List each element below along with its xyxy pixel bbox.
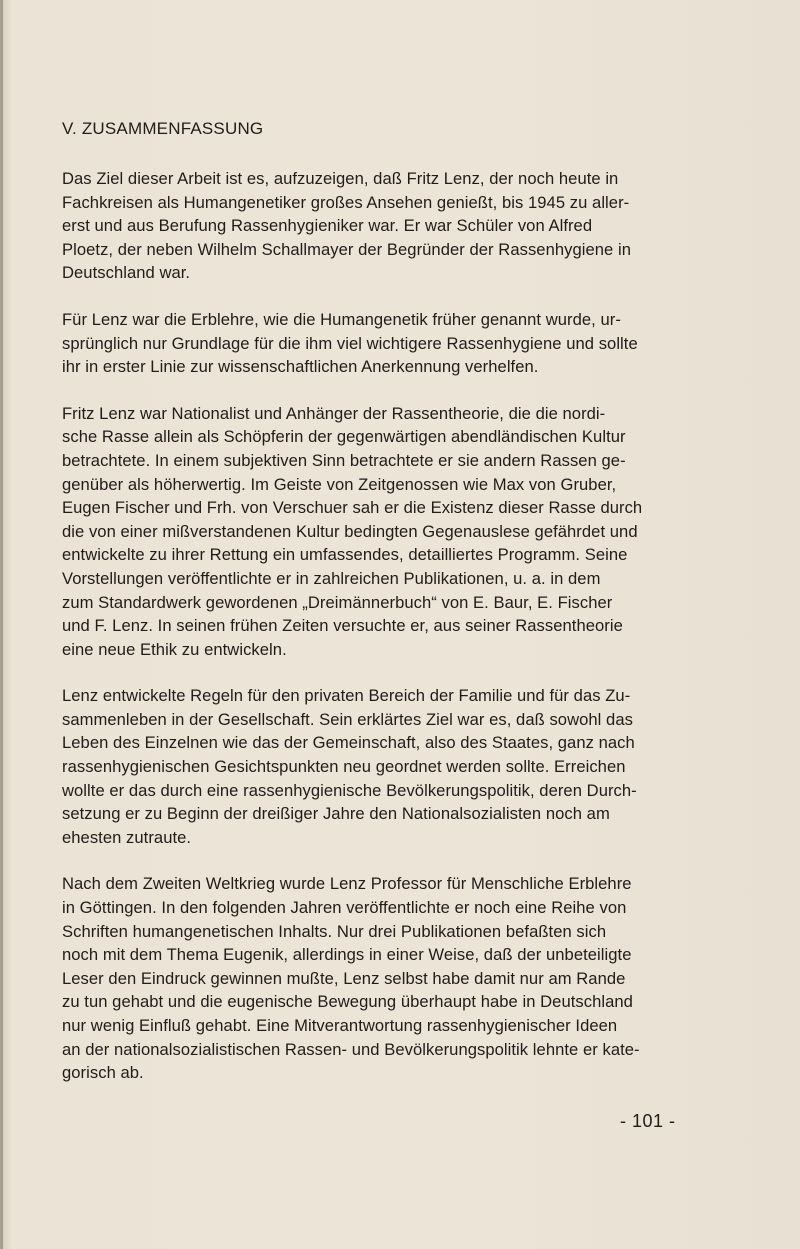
page-content <box>62 117 712 1108</box>
paragraph-4: Lenz entwickelte Regeln für den privaten Bereich der Familie und für das Zu- sammenleben in der Gesellschaft. Sein erklärtes Ziel war es, daß sowohl das Leben des Einzelnen wie das der Gemeinschaft, also des Staates, ganz nach rassenhygienischen Gesichtspunkten neu geordnet werden sollte. Erreichen wollte er das durch eine rassenhygienische Bevölkerungspolitik, deren Durch- setzung er zu Beginn der dreißiger Jahre den Nationalsozialisten noch am ehesten zutraute. <box>62 686 637 847</box>
paragraph-5: Nach dem Zweiten Weltkrieg wurde Lenz Professor für Menschliche Erblehre in Göttingen. In den folgenden Jahren veröffentlichte er noch eine Reihe von Schriften humangenetischen Inhalts. Nur drei Publikationen befaßten sich noch mit dem Thema Eugenik, allerdings in einer Weise, daß der unbeteiligte Leser den Eindruck gewinnen mußte, Lenz selbst habe damit nur am Rande zu tun gehabt und die eugenische Bewegung überhaupt habe in Deutschland nur wenig Einfluß gehabt. Eine Mitverantwortung rassenhygienischer Ideen an der nationalsozialistischen Rassen- und Bevölkerungspolitik lehnte er kate- gorisch ab. <box>62 874 640 1083</box>
page-number: - 101 - <box>620 1111 676 1131</box>
page-spine-edge <box>0 0 3 1249</box>
section-heading: V. ZUSAMMENFASSUNG <box>62 119 264 138</box>
paragraph-2: Für Lenz war die Erblehre, wie die Humangenetik früher genannt wurde, ur- sprünglich nur Grundlage für die ihm viel wichtigere Rassenhygiene und sollte ihr in erster Linie zur wissenschaftlichen Anerkennung verhelfen. <box>62 309 638 377</box>
paragraph-1: Das Ziel dieser Arbeit ist es, aufzuzeigen, daß Fritz Lenz, der noch heute in Fachkreisen als Humangenetiker großes Ansehen genießt, bis 1945 zu aller- erst und aus Berufung Rassenhygieniker war. Er war Schüler von Alfred Ploetz, der neben Wilhelm Schallmayer der Begründer der Rassenhygiene in Deutschland war. <box>62 169 632 283</box>
paragraph-3: Fritz Lenz war Nationalist und Anhänger der Rassentheorie, die die nordi- sche Rasse allein als Schöpferin der gegenwärtigen abendländischen Kultur betrachtete. In einem subjektiven Sinn betrachtete er sie andern Rassen ge- genüber als höherwertig. Im Geiste von Zeitgenossen wie Max von Gruber, Eugen Fischer und Frh. von Verschuer sah er die Existenz dieser Rasse durch die von einer mißverstandenen Kultur bedingten Gegenauslese gefährdet und entwickelte zu ihrer Rettung ein umfassendes, detailliertes Programm. Seine Vorstellungen veröffentlichte er in zahlreichen Publikationen, u. a. in dem zum Standardwerk gewordenen „Dreimännerbuch“ von E. Baur, E. Fischer und F. Lenz. In seinen frühen Zeiten versuchte er, aus seiner Rassentheorie eine neue Ethik zu entwickeln. <box>62 403 643 659</box>
